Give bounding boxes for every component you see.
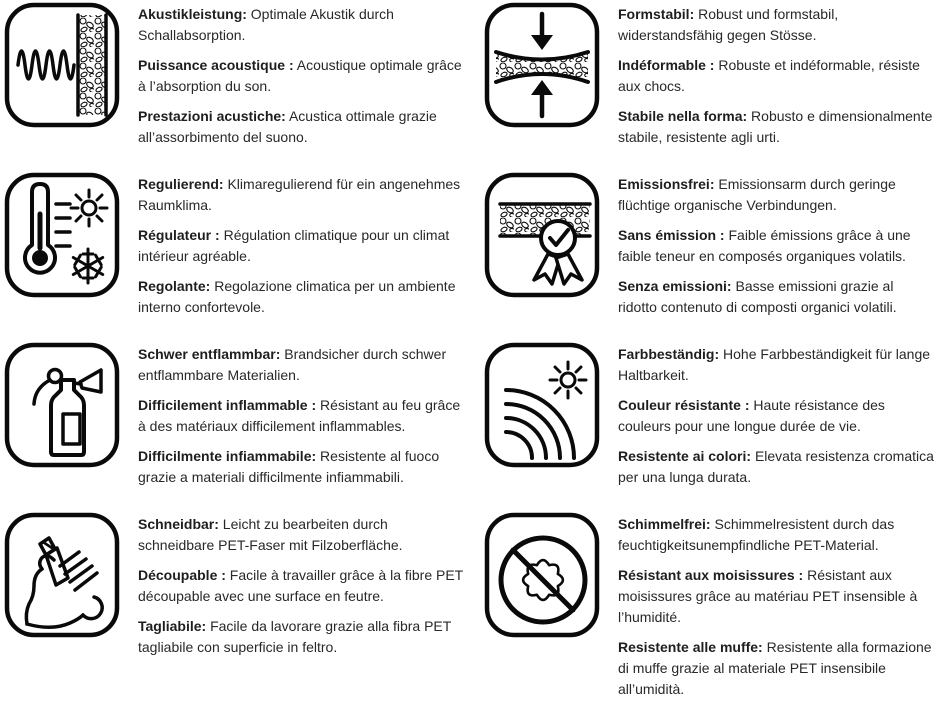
feature-texts: [138, 344, 466, 497]
feature-tile-climate-regulation: [0, 170, 468, 340]
feature-label-it: Tagliabile:: [138, 618, 207, 634]
feature-paragraph-fr: [138, 225, 466, 267]
feature-paragraph-fr: [138, 55, 466, 97]
feature-text-fr: Facile à travailler grâce à la fibre PET découpable avec une surface en feutre.: [138, 567, 463, 604]
sound-absorption-icon: [4, 2, 120, 128]
rainbow-sun-icon: [484, 342, 600, 468]
feature-text-de: Klimaregulierend für ein angenehmes Raumklima.: [138, 176, 461, 213]
feature-text-fr: Régulation climatique pour un climat intérieur agréable.: [138, 227, 450, 264]
feature-label-it: Difficilmente infiammabile:: [138, 448, 317, 464]
feature-paragraph-de: [618, 514, 936, 556]
feature-tile-emission-free: [468, 170, 936, 340]
feature-label-it: Resistente ai colori:: [618, 448, 752, 464]
feature-text-it: Regolazione climatica per un ambiente interno confortevole.: [138, 278, 456, 315]
feature-tile-cuttable: [0, 510, 468, 680]
feature-paragraph-de: [618, 344, 936, 386]
feature-text-it: Resistente al fuoco grazie a materiali difficilmente infiammabili.: [138, 448, 440, 485]
feature-label-it: Regolante:: [138, 278, 211, 294]
thermometer-climate-icon: [4, 172, 120, 298]
feature-label-fr: Sans émission :: [618, 227, 725, 243]
feature-label-it: Stabile nella forma:: [618, 108, 748, 124]
feature-label-de: Regulierend:: [138, 176, 224, 192]
feature-paragraph-de: [138, 514, 466, 556]
feature-texts: [138, 174, 466, 327]
feature-paragraph-fr: [618, 565, 936, 628]
feature-text-de: Schimmelresistent durch das feuchtigkeitsunempfindliche PET-Material.: [618, 516, 895, 553]
feature-tile-mold-free: [468, 510, 936, 697]
feature-paragraph-de: [138, 174, 466, 216]
feature-paragraph-it: [618, 276, 936, 318]
feature-label-de: Formstabil:: [618, 6, 695, 22]
feature-paragraph-it: [138, 276, 466, 318]
feature-label-fr: Difficilement inflammable :: [138, 397, 317, 413]
no-mold-icon: [484, 512, 600, 638]
feature-label-de: Schimmelfrei:: [618, 516, 711, 532]
feature-label-de: Farbbeständig:: [618, 346, 720, 362]
feature-text-it: Elevata resistenza cromatica per una lunga durata.: [618, 448, 934, 485]
feature-label-fr: Indéformable :: [618, 57, 715, 73]
feature-text-fr: Acoustique optimale grâce à l’absorption du son.: [138, 57, 462, 94]
feature-label-de: Emissionsfrei:: [618, 176, 715, 192]
hand-cutter-icon: [4, 512, 120, 638]
feature-text-fr: Faible émissions grâce à une faible teneur en composés organiques volatils.: [618, 227, 911, 264]
feature-label-fr: Découpable :: [138, 567, 226, 583]
feature-paragraph-fr: [618, 395, 936, 437]
feature-text-it: Acustica ottimale grazie all’assorbimento del suono.: [138, 108, 437, 145]
feature-text-it: Basse emissioni grazie al ridotto contenuto di composti organici volatili.: [618, 278, 897, 315]
feature-tile-form-stability: [468, 0, 936, 170]
feature-paragraph-it: [138, 616, 466, 658]
feature-text-de: Emissionsarm durch geringe flüchtige organische Verbindungen.: [618, 176, 896, 213]
feature-text-it: Robusto e dimensionalmente stabile, resistente agli urti.: [618, 108, 933, 145]
feature-text-de: Hohe Farbbeständigkeit für lange Haltbarkeit.: [618, 346, 931, 383]
feature-text-it: Facile da lavorare grazie alla fibra PET tagliabile con superficie in feltro.: [138, 618, 452, 655]
feature-label-de: Schwer entflammbar:: [138, 346, 281, 362]
feature-paragraph-it: [618, 446, 936, 488]
compression-arrows-icon: [484, 2, 600, 128]
feature-paragraph-fr: [138, 565, 466, 607]
feature-tile-colorfast: [468, 340, 936, 510]
feature-paragraph-fr: [618, 225, 936, 267]
feature-text-fr: Haute résistance des couleurs pour une longue durée de vie.: [618, 397, 885, 434]
feature-label-de: Schneidbar:: [138, 516, 219, 532]
feature-paragraph-de: [138, 344, 466, 386]
feature-texts: [138, 4, 466, 157]
feature-paragraph-de: [618, 174, 936, 216]
feature-label-fr: Puissance acoustique :: [138, 57, 294, 73]
feature-paragraph-it: [138, 106, 466, 148]
feature-label-de: Akustikleistung:: [138, 6, 247, 22]
feature-label-it: Senza emissioni:: [618, 278, 732, 294]
feature-label-fr: Résistant aux moisissures :: [618, 567, 804, 583]
feature-text-fr: Résistant aux moisissures grâce au matériau PET insensible à l’humidité.: [618, 567, 918, 625]
feature-tile-acoustic: [0, 0, 468, 170]
certified-felt-icon: [484, 172, 600, 298]
fire-extinguisher-icon: [4, 342, 120, 468]
feature-label-fr: Couleur résistante :: [618, 397, 750, 413]
feature-paragraph-de: [138, 4, 466, 46]
feature-paragraph-it: [138, 446, 466, 488]
feature-texts: [618, 4, 936, 157]
feature-label-fr: Régulateur :: [138, 227, 220, 243]
feature-texts: [138, 514, 466, 667]
feature-paragraph-fr: [618, 55, 936, 97]
feature-text-fr: Robuste et indéformable, résiste aux chocs.: [618, 57, 920, 94]
feature-label-it: Resistente alle muffe:: [618, 639, 763, 655]
feature-paragraph-it: [618, 106, 936, 148]
feature-label-it: Prestazioni acustiche:: [138, 108, 286, 124]
feature-text-de: Leicht zu bearbeiten durch schneidbare PET-Faser mit Filzoberfläche.: [138, 516, 403, 553]
feature-text-it: Resistente alla formazione di muffe grazie al materiale PET insensibile all’umidità.: [618, 639, 932, 697]
feature-texts: [618, 344, 936, 497]
feature-paragraph-it: [618, 637, 936, 700]
feature-texts: [618, 174, 936, 327]
feature-paragraph-fr: [138, 395, 466, 437]
feature-tile-flame-retardant: [0, 340, 468, 510]
feature-text-fr: Résistant au feu grâce à des matériaux difficilement inflammables.: [138, 397, 461, 434]
feature-paragraph-de: [618, 4, 936, 46]
feature-text-de: Robust und formstabil, widerstandsfähig gegen Stösse.: [618, 6, 839, 43]
feature-text-de: Optimale Akustik durch Schallabsorption.: [138, 6, 394, 43]
feature-text-de: Brandsicher durch schwer entflammbare Materialien.: [138, 346, 447, 383]
